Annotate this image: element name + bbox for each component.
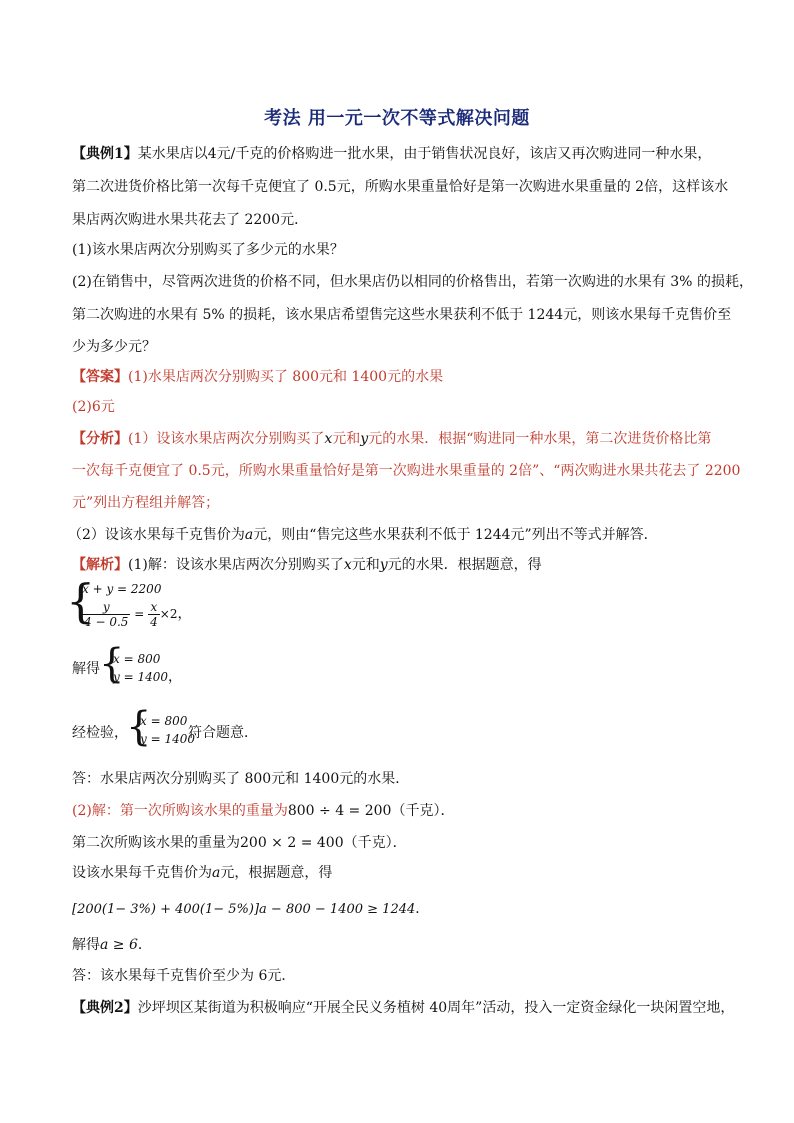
example1-line1 — [72, 145, 711, 163]
part2-line1 — [72, 802, 454, 820]
check-tail: 符合题意． — [188, 725, 258, 741]
analysis-line2: 一次每千克便宜了 0.5元，所购水果重量恰好是第一次购进水果重量的 2倍”、“两次购进水果共花去了 2200 — [72, 463, 741, 479]
solution-line1 — [72, 556, 542, 574]
example2-tag: 【典例2】 — [72, 1000, 138, 1016]
analysis-text4a: （2）设该水果每千克售价为 — [68, 527, 245, 543]
frac-den2: 4 — [150, 615, 158, 629]
check-y: y = 1400 — [140, 732, 196, 746]
part2-math2: 200 × 2 = 400 — [240, 835, 344, 851]
solve-label: 解得 — [72, 661, 100, 677]
solution-text1a: (1)解：设该水果店两次分别购买了 — [128, 557, 344, 573]
solve-brace: { — [99, 641, 125, 687]
equation-2 — [82, 600, 191, 629]
analysis-line4 — [68, 526, 658, 544]
solve2-expr: a ≥ 6 — [100, 937, 138, 953]
example2-text1: 沙坪坝区某街道为积极响应“开展全民义务植树 40周年”活动，投入一定资金绿化一块闲置空地， — [137, 1000, 735, 1016]
part2-text2: 第二次所购该水果的重量为 — [72, 835, 240, 851]
part2-line2 — [72, 834, 407, 852]
inequality-tail: ． — [415, 901, 430, 917]
var-a: a — [244, 527, 254, 543]
question2-line3: 少为多少元？ — [72, 339, 156, 355]
answer-text1: (1)水果店两次分别购买了 800元和 1400元的水果 — [128, 369, 444, 385]
solve2-line — [72, 936, 152, 954]
solve2-label: 解得 — [72, 937, 100, 953]
analysis-text1c: 元的水果．根据“购进同一种水果，第二次进货价格比第 — [368, 431, 712, 447]
part2-tail1: （千克）． — [391, 803, 455, 819]
analysis-text1b: 元和 — [332, 431, 361, 447]
page-title: 考法 用一元一次不等式解决问题 — [264, 108, 530, 129]
frac-den: 4 − 0.5 — [84, 615, 129, 629]
part2-text3b: 元，根据题意，得 — [220, 865, 333, 881]
var-y: y — [360, 431, 369, 447]
question2-line2: 第二次购进的水果有 5% 的损耗，该水果店希望售完这些水果获利不低于 1244元，则该水果每千克售价至 — [72, 307, 732, 323]
equals: = — [134, 607, 145, 621]
solution-tag: 【解析】 — [72, 557, 128, 573]
analysis-text1a: (1）设该水果店两次分别购买了 — [128, 431, 325, 447]
example1-tag: 【典例1】 — [72, 146, 138, 162]
var-a: a — [212, 865, 221, 881]
example1-line2: 第二次进货价格比第一次每千克便宜了 0.5元，所购水果重量恰好是第一次购进水果重量的 2倍，这样该水 — [72, 179, 729, 195]
example2-line1 — [72, 999, 734, 1017]
frac-num2: x — [148, 600, 160, 615]
question1: (1)该水果店两次分别购买了多少元的水果？ — [72, 242, 344, 258]
solution-text1c: 元的水果．根据题意，得 — [387, 557, 542, 573]
answer-part1: 答：水果店两次分别购买了 800元和 1400元的水果． — [72, 771, 410, 787]
solve-y: y = 1400， — [113, 669, 183, 685]
analysis-tag: 【分析】 — [72, 431, 128, 447]
part2-line3 — [72, 864, 332, 882]
check-label: 经检验， — [72, 725, 128, 741]
example1-line3: 果店两次购进水果共花去了 2200元． — [72, 212, 309, 228]
check-x: x = 800 — [140, 714, 188, 728]
part2-tail2: （千克）． — [343, 835, 407, 851]
fraction-right — [148, 600, 160, 629]
part2-math1: 800 ÷ 4 = 200 — [287, 803, 392, 819]
fraction-left — [82, 600, 130, 629]
answer-part2: 答：该水果每千克售价至少为 6元． — [72, 968, 296, 984]
analysis-line3: 元”列出方程组并解答； — [72, 495, 220, 511]
solution-text1b: 元和 — [351, 557, 380, 573]
part2-text3a: 设该水果每千克售价为 — [72, 865, 212, 881]
solve-y-text: y = 1400 — [113, 670, 169, 684]
solve-x: x = 800 — [113, 652, 161, 666]
analysis-line1 — [72, 430, 711, 448]
comma: ， — [177, 606, 192, 622]
answer-tag: 【答案】 — [72, 369, 128, 385]
solve2-tail: ． — [137, 937, 152, 953]
var-x: x — [343, 557, 352, 573]
part2-text1: (2)解：第一次所购该水果的重量为 — [72, 803, 288, 819]
inequality-expr: [200(1− 3%) + 400(1− 5%)]a − 800 − 1400 ≥ 1244 — [72, 902, 416, 917]
inequality — [72, 900, 429, 919]
check-brace: { — [126, 704, 152, 750]
example1-text1: 某水果店以4元/千克的价格购进一批水果，由于销售状况良好，该店又再次购进同一种水果， — [137, 146, 712, 162]
frac-num: y — [82, 600, 130, 615]
times-two: ×2 — [159, 607, 178, 621]
question2-line1: (2)在销售中，尽管两次进货的价格不同，但水果店仍以相同的价格售出，若第一次购进的水果有 3% 的损耗， — [72, 274, 753, 290]
analysis-text4b: 元，则由“售完这些水果获利不低于 1244元”列出不等式并解答． — [253, 527, 658, 543]
var-x: x — [324, 431, 333, 447]
equation-1: x + y = 2200 — [82, 582, 162, 596]
var-y: y — [379, 557, 388, 573]
answer-line2: (2)6元 — [72, 399, 115, 415]
system-brace: { — [66, 574, 96, 628]
answer-line1 — [72, 368, 443, 386]
